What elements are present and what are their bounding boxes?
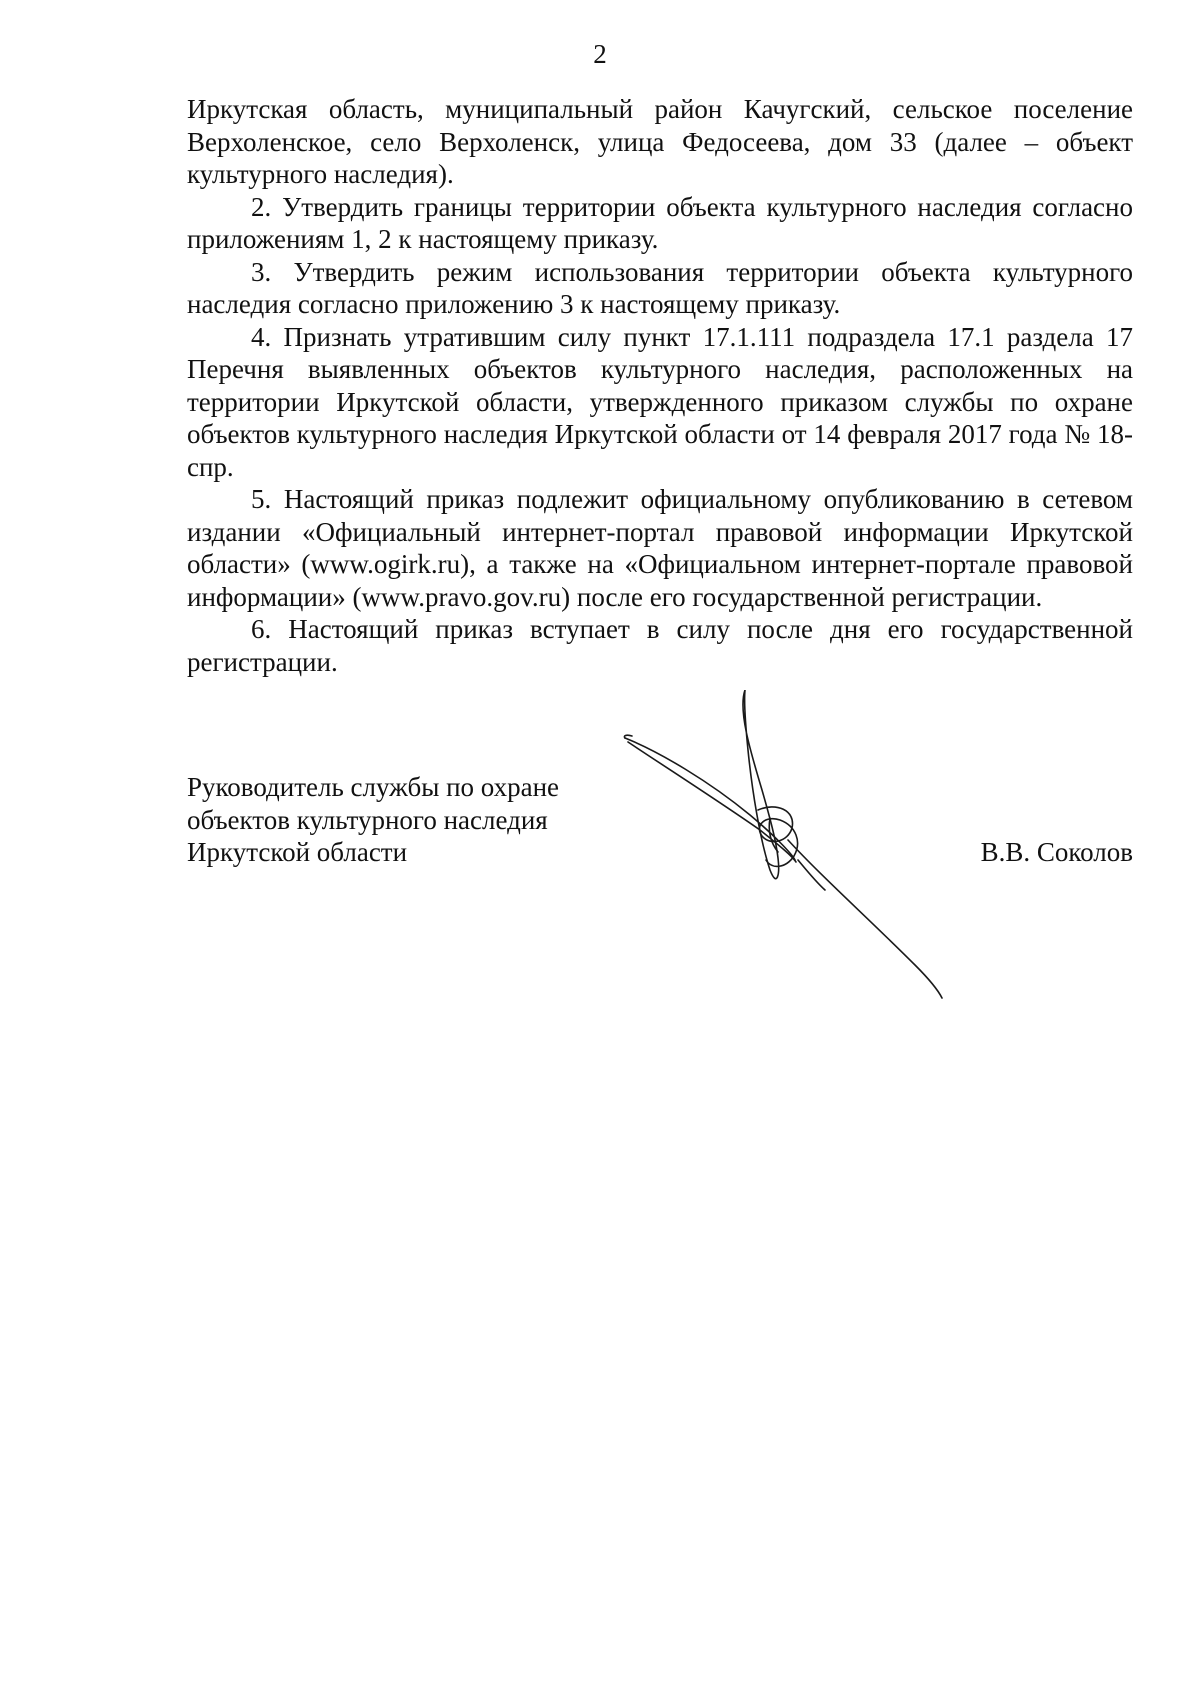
signatory-position-line: Иркутской области <box>187 837 408 867</box>
paragraph-object-address: Иркутская область, муниципальный район Качугский, сельское поселение Верхоленское, село Верхоленск, улица Федосеева, дом 33 (далее – объект культурного наследия). <box>187 94 1133 189</box>
paragraph-item-3: 3. Утвердить режим использования территории объекта культурного наследия согласно приложению 3 к настоящему приказу. <box>187 256 1133 319</box>
signatory-name: В.В. Соколов <box>980 837 1133 867</box>
paragraph-item-4: 4. Признать утратившим силу пункт 17.1.111 подраздела 17.1 раздела 17 Перечня выявленных объектов культурного наследия, расположенных на территории Иркутской области, утвержденного приказом службы по охране объектов культурного наследия Иркутской области от 14 февраля 2017 года № 18-спр. <box>187 321 1133 482</box>
page-number: 2 <box>593 39 607 69</box>
paragraph-item-2: 2. Утвердить границы территории объекта культурного наследия согласно приложениям 1, 2 к настоящему приказу. <box>187 191 1133 254</box>
handwritten-signature <box>620 690 970 1050</box>
paragraph-item-6: 6. Настоящий приказ вступает в силу после дня его государственной регистрации. <box>187 614 1133 677</box>
signatory-position <box>187 771 647 869</box>
signatory-position-line: Руководитель службы по охране <box>187 772 560 802</box>
signatory-position-line: объектов культурного наследия <box>187 804 548 835</box>
document-body <box>187 93 1133 678</box>
paragraph-item-5: 5. Настоящий приказ подлежит официальному опубликованию в сетевом издании «Официальный интернет-портал правовой информации Иркутской области» (www.ogirk.ru), а также на «Официальном интернет-портале правовой информации» (www.pravo.gov.ru) после его государственной регистрации. <box>187 484 1133 612</box>
